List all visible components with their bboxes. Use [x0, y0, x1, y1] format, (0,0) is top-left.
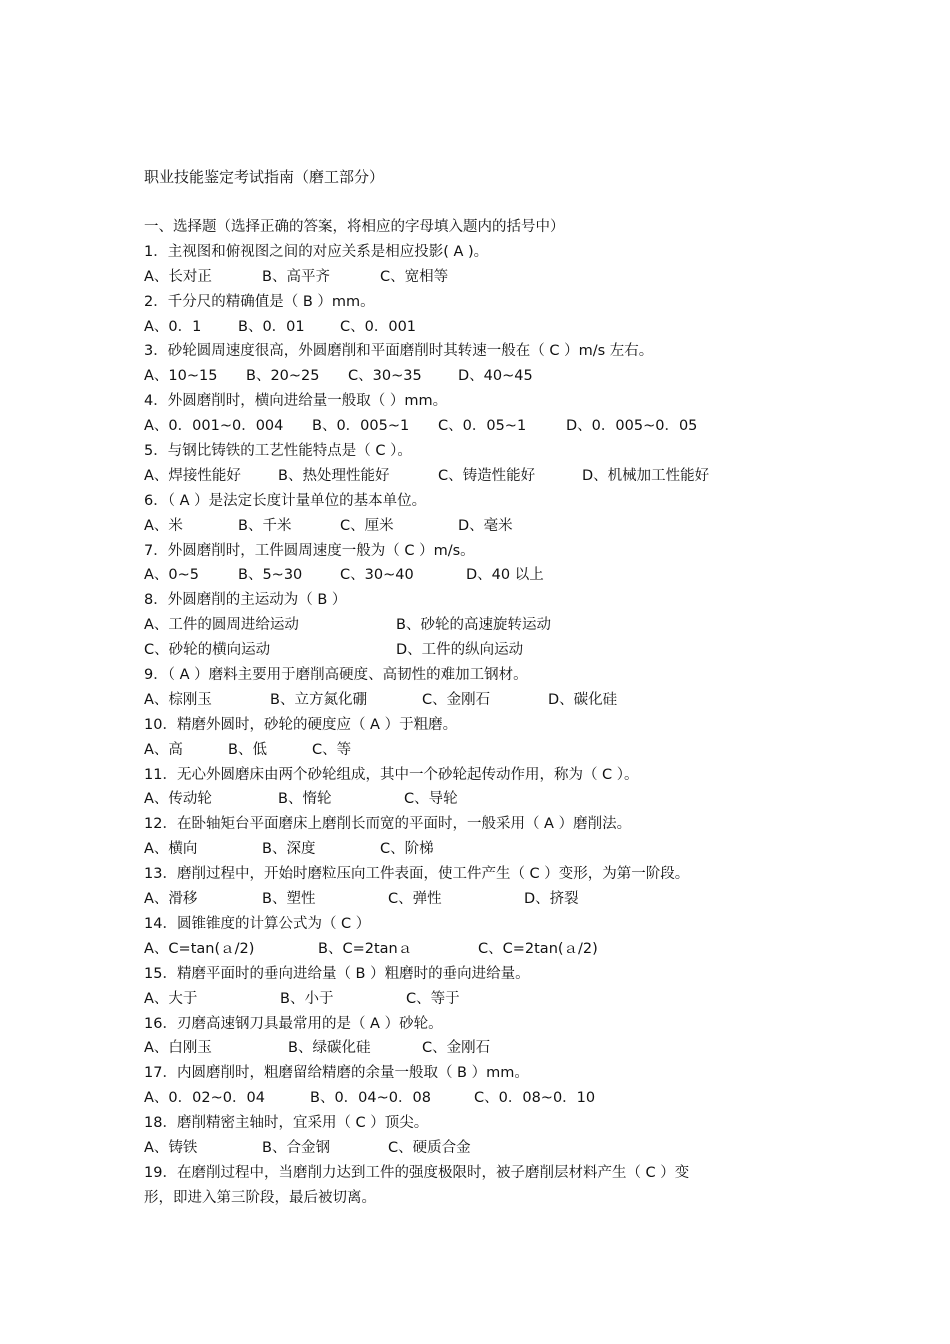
section-heading: 一、选择题（选择正确的答案，将相应的字母填入题内的括号中）	[144, 219, 565, 235]
option: C、弹性	[388, 891, 442, 908]
option: B、合金钢	[262, 1139, 330, 1156]
option: A、横向	[144, 841, 198, 858]
document-title: 职业技能鉴定考试指南（磨工部分）	[144, 168, 385, 186]
option: B、0．005~1	[312, 418, 410, 435]
option: D、挤裂	[524, 891, 579, 908]
option: A、棕刚玉	[144, 691, 212, 708]
option: A、0．001~0．004	[144, 418, 284, 435]
option: B、热处理性能好	[278, 467, 390, 484]
question-list	[144, 215, 824, 1211]
option: A、传动轮	[144, 791, 212, 808]
option: B、高平齐	[262, 268, 330, 285]
question-text: 15．精磨平面时的垂向进给量（ B ）粗磨时的垂向进给量。	[144, 965, 530, 982]
option: C、铸造性能好	[438, 467, 536, 484]
question-text: 1．主视图和俯视图之间的对应关系是相应投影( A )。	[144, 243, 489, 260]
options-row	[144, 937, 824, 962]
options-row	[144, 364, 824, 389]
options-row	[144, 887, 824, 912]
option: B、惰轮	[278, 791, 332, 808]
question-text: 11．无心外圆磨床由两个砂轮组成，其中一个砂轮起传动作用，称为（ C ）。	[144, 766, 639, 783]
option: C、0．001	[340, 318, 417, 335]
options-row	[144, 738, 824, 763]
option: D、工件的纵向运动	[396, 642, 524, 659]
question-text: 13．磨削过程中，开始时磨粒压向工件表面，使工件产生（ C ）变形，为第一阶段。	[144, 866, 690, 883]
option: A、0~5	[144, 567, 200, 584]
option: B、5~30	[238, 567, 303, 584]
question-text: 10．精磨外圆时，砂轮的硬度应（ A ）于粗磨。	[144, 716, 458, 733]
options-row	[144, 787, 824, 812]
question-text: 3．砂轮圆周速度很高，外圆磨削和平面磨削时其转速一般在（ C ）m/s 左右。	[144, 343, 654, 360]
options-row	[144, 1086, 824, 1111]
option: D、碳化硅	[548, 691, 618, 708]
option: C、砂轮的横向运动	[144, 642, 271, 659]
options-row	[144, 987, 824, 1012]
question-text: 17．内圆磨削时，粗磨留给精磨的余量一般取（ B ）mm。	[144, 1065, 529, 1082]
option: B、0．04~0．08	[310, 1090, 431, 1107]
option: D、机械加工性能好	[582, 467, 710, 484]
option: A、长对正	[144, 268, 212, 285]
options-row	[144, 638, 824, 663]
option: A、滑移	[144, 891, 198, 908]
options-row	[144, 563, 824, 588]
option: B、0．01	[238, 318, 305, 335]
question-text: 7．外圆磨削时，工件圆周速度一般为（ C ）m/s。	[144, 542, 475, 559]
option: B、千米	[238, 517, 292, 534]
option: B、小于	[280, 990, 334, 1007]
options-row	[144, 315, 824, 340]
option: C、金刚石	[422, 1040, 491, 1057]
option: D、0．005~0．05	[566, 418, 698, 435]
options-row	[144, 514, 824, 539]
option: C、等	[312, 741, 352, 758]
option: C、30~35	[348, 368, 422, 385]
option: B、C=2tanａ	[318, 940, 413, 957]
option: A、大于	[144, 990, 198, 1007]
option: D、毫米	[458, 517, 513, 534]
options-row	[144, 414, 824, 439]
option: C、0．08~0．10	[474, 1090, 596, 1107]
option: C、30~40	[340, 567, 414, 584]
options-row	[144, 1036, 824, 1061]
option: A、0．1	[144, 318, 202, 335]
question-text: 16．刃磨高速钢刀具最常用的是（ A ）砂轮。	[144, 1015, 443, 1032]
option: A、高	[144, 741, 183, 758]
option: B、砂轮的高速旋转运动	[396, 617, 551, 634]
question-text: 6．（ A ）是法定长度计量单位的基本单位。	[144, 492, 427, 509]
option: B、20~25	[246, 368, 320, 385]
question-text: 12．在卧轴矩台平面磨床上磨削长而宽的平面时，一般采用（ A ）磨削法。	[144, 816, 632, 833]
options-row	[144, 688, 824, 713]
question-text: 18．磨削精密主轴时，宜采用（ C ）顶尖。	[144, 1115, 429, 1132]
option: C、等于	[406, 990, 460, 1007]
option: B、塑性	[262, 891, 316, 908]
option: C、阶梯	[380, 841, 434, 858]
option: C、金刚石	[422, 691, 491, 708]
option: C、厘米	[340, 517, 394, 534]
option: D、40 以上	[466, 567, 544, 584]
options-row	[144, 1136, 824, 1161]
option: B、立方氮化硼	[270, 691, 367, 708]
question-text: 2．千分尺的精确值是（ B ）mm。	[144, 293, 375, 310]
options-row	[144, 265, 824, 290]
options-row	[144, 613, 824, 638]
question-text-continued: 形，即进入第三阶段，最后被切离。	[144, 1189, 376, 1206]
question-text: 14．圆锥锥度的计算公式为（ C ）	[144, 915, 371, 932]
question-text: 4．外圆磨削时，横向进给量一般取（ ）mm。	[144, 393, 448, 410]
question-text: 5．与钢比铸铁的工艺性能特点是（ C ）。	[144, 443, 412, 460]
option: A、工件的圆周进给运动	[144, 617, 299, 634]
option: A、C=tan(ａ/2)	[144, 940, 255, 957]
option: A、10~15	[144, 368, 218, 385]
options-row	[144, 464, 824, 489]
option: C、导轮	[404, 791, 458, 808]
option: A、0．02~0．04	[144, 1090, 265, 1107]
option: A、焊接性能好	[144, 467, 241, 484]
option: C、0．05~1	[438, 418, 527, 435]
option: C、宽相等	[380, 268, 449, 285]
question-text: 8．外圆磨削的主运动为（ B ）	[144, 592, 347, 609]
option: C、C=2tan(ａ/2)	[478, 940, 598, 957]
option: B、绿碳化硅	[288, 1040, 371, 1057]
option: B、深度	[262, 841, 316, 858]
options-row	[144, 837, 824, 862]
option: C、硬质合金	[388, 1139, 471, 1156]
question-text: 19．在磨削过程中，当磨削力达到工件的强度极限时，被子磨削层材料产生（ C ）变	[144, 1164, 690, 1181]
option: A、铸铁	[144, 1139, 198, 1156]
question-text: 9．（ A ）磨料主要用于磨削高硬度、高韧性的难加工钢材。	[144, 667, 528, 684]
option: B、低	[228, 741, 267, 758]
option: A、白刚玉	[144, 1040, 212, 1057]
option: D、40~45	[458, 368, 533, 385]
option: A、米	[144, 517, 183, 534]
